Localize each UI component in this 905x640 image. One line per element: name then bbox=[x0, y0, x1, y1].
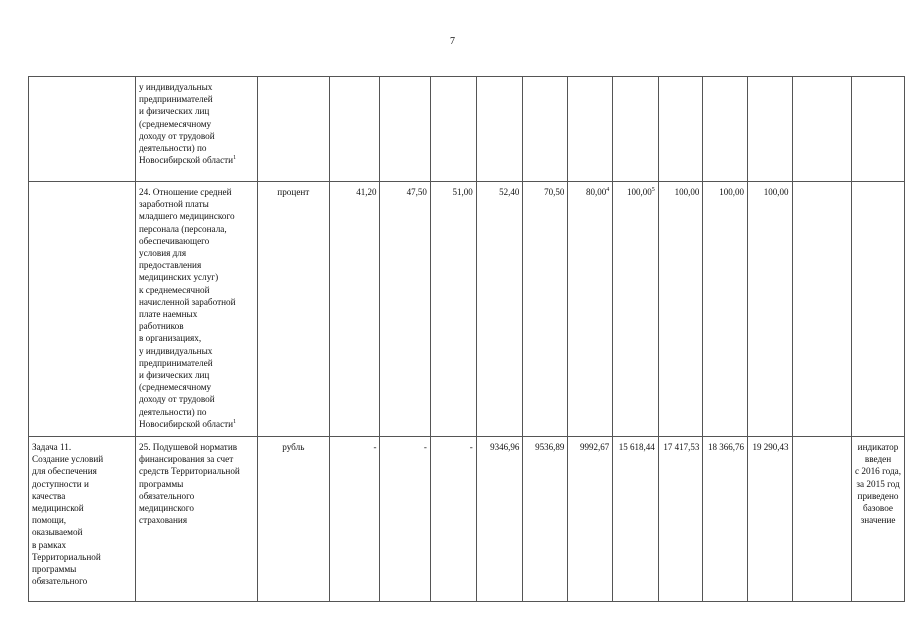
value-cell bbox=[747, 77, 792, 182]
task-cell-line: оказываемой bbox=[32, 527, 83, 538]
table-row bbox=[29, 437, 905, 602]
task-cell-line: для обеспечения bbox=[32, 466, 97, 477]
note-cell-line: с 2016 года, bbox=[855, 466, 901, 477]
table-row bbox=[29, 182, 905, 437]
value-cell: 9536,89 bbox=[523, 437, 568, 602]
note-cell bbox=[852, 182, 905, 437]
footnote-mark: 4 bbox=[606, 187, 610, 193]
task-cell-line: помощи, bbox=[32, 515, 67, 526]
task-cell-line: медицинской bbox=[32, 503, 84, 514]
value-cell: 17 417,53 bbox=[658, 437, 703, 602]
indicator-cell-line: доходу от трудовой bbox=[139, 394, 215, 405]
unit-cell: процент bbox=[257, 182, 330, 437]
value-cell bbox=[792, 437, 851, 602]
indicator-cell bbox=[136, 77, 258, 182]
indicator-cell-line: предпринимателей bbox=[139, 94, 213, 105]
value-cell: 52,40 bbox=[476, 182, 523, 437]
task-cell-line: качества bbox=[32, 490, 66, 501]
indicator-cell-line: страхования bbox=[139, 515, 188, 526]
indicator-cell-line: деятельности) по bbox=[139, 143, 207, 154]
indicator-cell-line: к среднемесячной bbox=[139, 284, 210, 295]
indicator-cell-line: у индивидуальных bbox=[139, 345, 213, 356]
value-cell bbox=[430, 77, 476, 182]
value-cell bbox=[792, 182, 851, 437]
indicator-cell-line: 25. Подушевой норматив bbox=[139, 442, 238, 452]
value-cell: 100,00 bbox=[703, 182, 748, 437]
footnote-mark: 1 bbox=[233, 155, 237, 162]
value-cell bbox=[703, 77, 748, 182]
value-cell: 70,50 bbox=[523, 182, 568, 437]
indicator-cell-line: младшего медицинского bbox=[139, 211, 235, 222]
value-cell bbox=[330, 77, 380, 182]
value-cell: 9346,96 bbox=[476, 437, 523, 602]
value-cell: 100,00 bbox=[658, 182, 703, 437]
value-cell: 9992,67 bbox=[568, 437, 613, 602]
indicator-cell-line: условия для bbox=[139, 248, 187, 259]
indicator-cell-line: плате наемных bbox=[139, 309, 198, 320]
indicator-cell-line: 24. Отношение средней bbox=[139, 187, 232, 197]
task-cell-line: доступности и bbox=[32, 478, 89, 489]
task-cell-line: обязательного bbox=[32, 576, 88, 587]
value-cell bbox=[476, 77, 523, 182]
indicator-cell-line: предпринимателей bbox=[139, 357, 213, 368]
value-cell: 18 366,76 bbox=[703, 437, 748, 602]
task-cell-line: программы bbox=[32, 564, 77, 575]
note-cell-line: приведено bbox=[857, 490, 899, 501]
value-cell bbox=[792, 77, 851, 182]
table-row bbox=[29, 77, 905, 182]
task-cell-line: Создание условий bbox=[32, 454, 104, 465]
task-cell bbox=[29, 437, 136, 602]
value-cell bbox=[568, 77, 613, 182]
indicator-cell-line: обеспечивающего bbox=[139, 235, 210, 246]
value-cell: 80,00$^4$ bbox=[568, 182, 613, 437]
indicator-cell-line: деятельности) по bbox=[139, 406, 207, 417]
indicator-cell-line: медицинских услуг) bbox=[139, 272, 219, 283]
indicator-cell-line: обязательного bbox=[139, 490, 195, 501]
indicator-cell bbox=[136, 182, 258, 437]
value-cell: - bbox=[330, 437, 380, 602]
indicator-cell-line: средств Территориальной bbox=[139, 466, 240, 477]
footnote-mark: 5 bbox=[651, 187, 655, 193]
value-cell bbox=[613, 77, 659, 182]
indicator-cell-line: программы bbox=[139, 478, 184, 489]
indicator-cell-line: Новосибирской области$^1$ bbox=[139, 418, 237, 429]
note-cell bbox=[852, 437, 905, 602]
task-cell-line: в рамках bbox=[32, 539, 67, 550]
indicator-cell-line: предоставления bbox=[139, 260, 202, 271]
indicator-cell-line: заработной платы bbox=[139, 199, 209, 210]
value-cell: 51,00 bbox=[430, 182, 476, 437]
indicators-table bbox=[28, 76, 905, 602]
indicator-cell-line: в организациях, bbox=[139, 333, 202, 344]
page-number: 7 bbox=[450, 36, 455, 47]
indicator-cell-line: начисленной заработной bbox=[139, 296, 236, 307]
indicator-cell-line: работников bbox=[139, 321, 184, 332]
task-cell bbox=[29, 77, 136, 182]
note-cell-line: за 2015 год bbox=[856, 478, 900, 489]
note-cell-line: значение bbox=[860, 515, 896, 526]
note-cell-line: базовое bbox=[863, 503, 893, 514]
value-cell: 47,50 bbox=[380, 182, 430, 437]
value-cell bbox=[523, 77, 568, 182]
value-cell: - bbox=[430, 437, 476, 602]
value-cell: 19 290,43 bbox=[747, 437, 792, 602]
value-cell bbox=[658, 77, 703, 182]
indicator-cell bbox=[136, 437, 258, 602]
task-cell-line: Территориальной bbox=[32, 551, 101, 562]
note-cell-line: индикатор bbox=[857, 442, 899, 452]
indicator-cell-line: (среднемесячному bbox=[139, 118, 212, 129]
note-cell-line: введен bbox=[864, 454, 892, 465]
task-cell-line: Задача 11. bbox=[32, 442, 72, 452]
note-cell bbox=[852, 77, 905, 182]
indicator-cell-line: Новосибирской области$^1$ bbox=[139, 155, 237, 166]
value-cell: 41,20 bbox=[330, 182, 380, 437]
indicator-cell-line: медицинского bbox=[139, 503, 194, 514]
indicator-cell-line: персонала (персонала, bbox=[139, 223, 227, 234]
indicator-cell-line: у индивидуальных bbox=[139, 82, 213, 92]
indicator-cell-line: и физических лиц bbox=[139, 106, 210, 117]
unit-cell: рубль bbox=[257, 437, 330, 602]
footnote-mark: 1 bbox=[233, 418, 237, 425]
indicator-cell-line: (среднемесячному bbox=[139, 382, 212, 393]
indicator-cell-line: и физических лиц bbox=[139, 370, 210, 381]
value-cell: - bbox=[380, 437, 430, 602]
unit-cell bbox=[257, 77, 330, 182]
indicator-cell-line: финансирования за счет bbox=[139, 454, 234, 465]
value-cell: 100,00$^5$ bbox=[613, 182, 659, 437]
indicator-cell-line: доходу от трудовой bbox=[139, 130, 215, 141]
value-cell bbox=[380, 77, 430, 182]
task-cell bbox=[29, 182, 136, 437]
value-cell: 15 618,44 bbox=[613, 437, 659, 602]
value-cell: 100,00 bbox=[747, 182, 792, 437]
